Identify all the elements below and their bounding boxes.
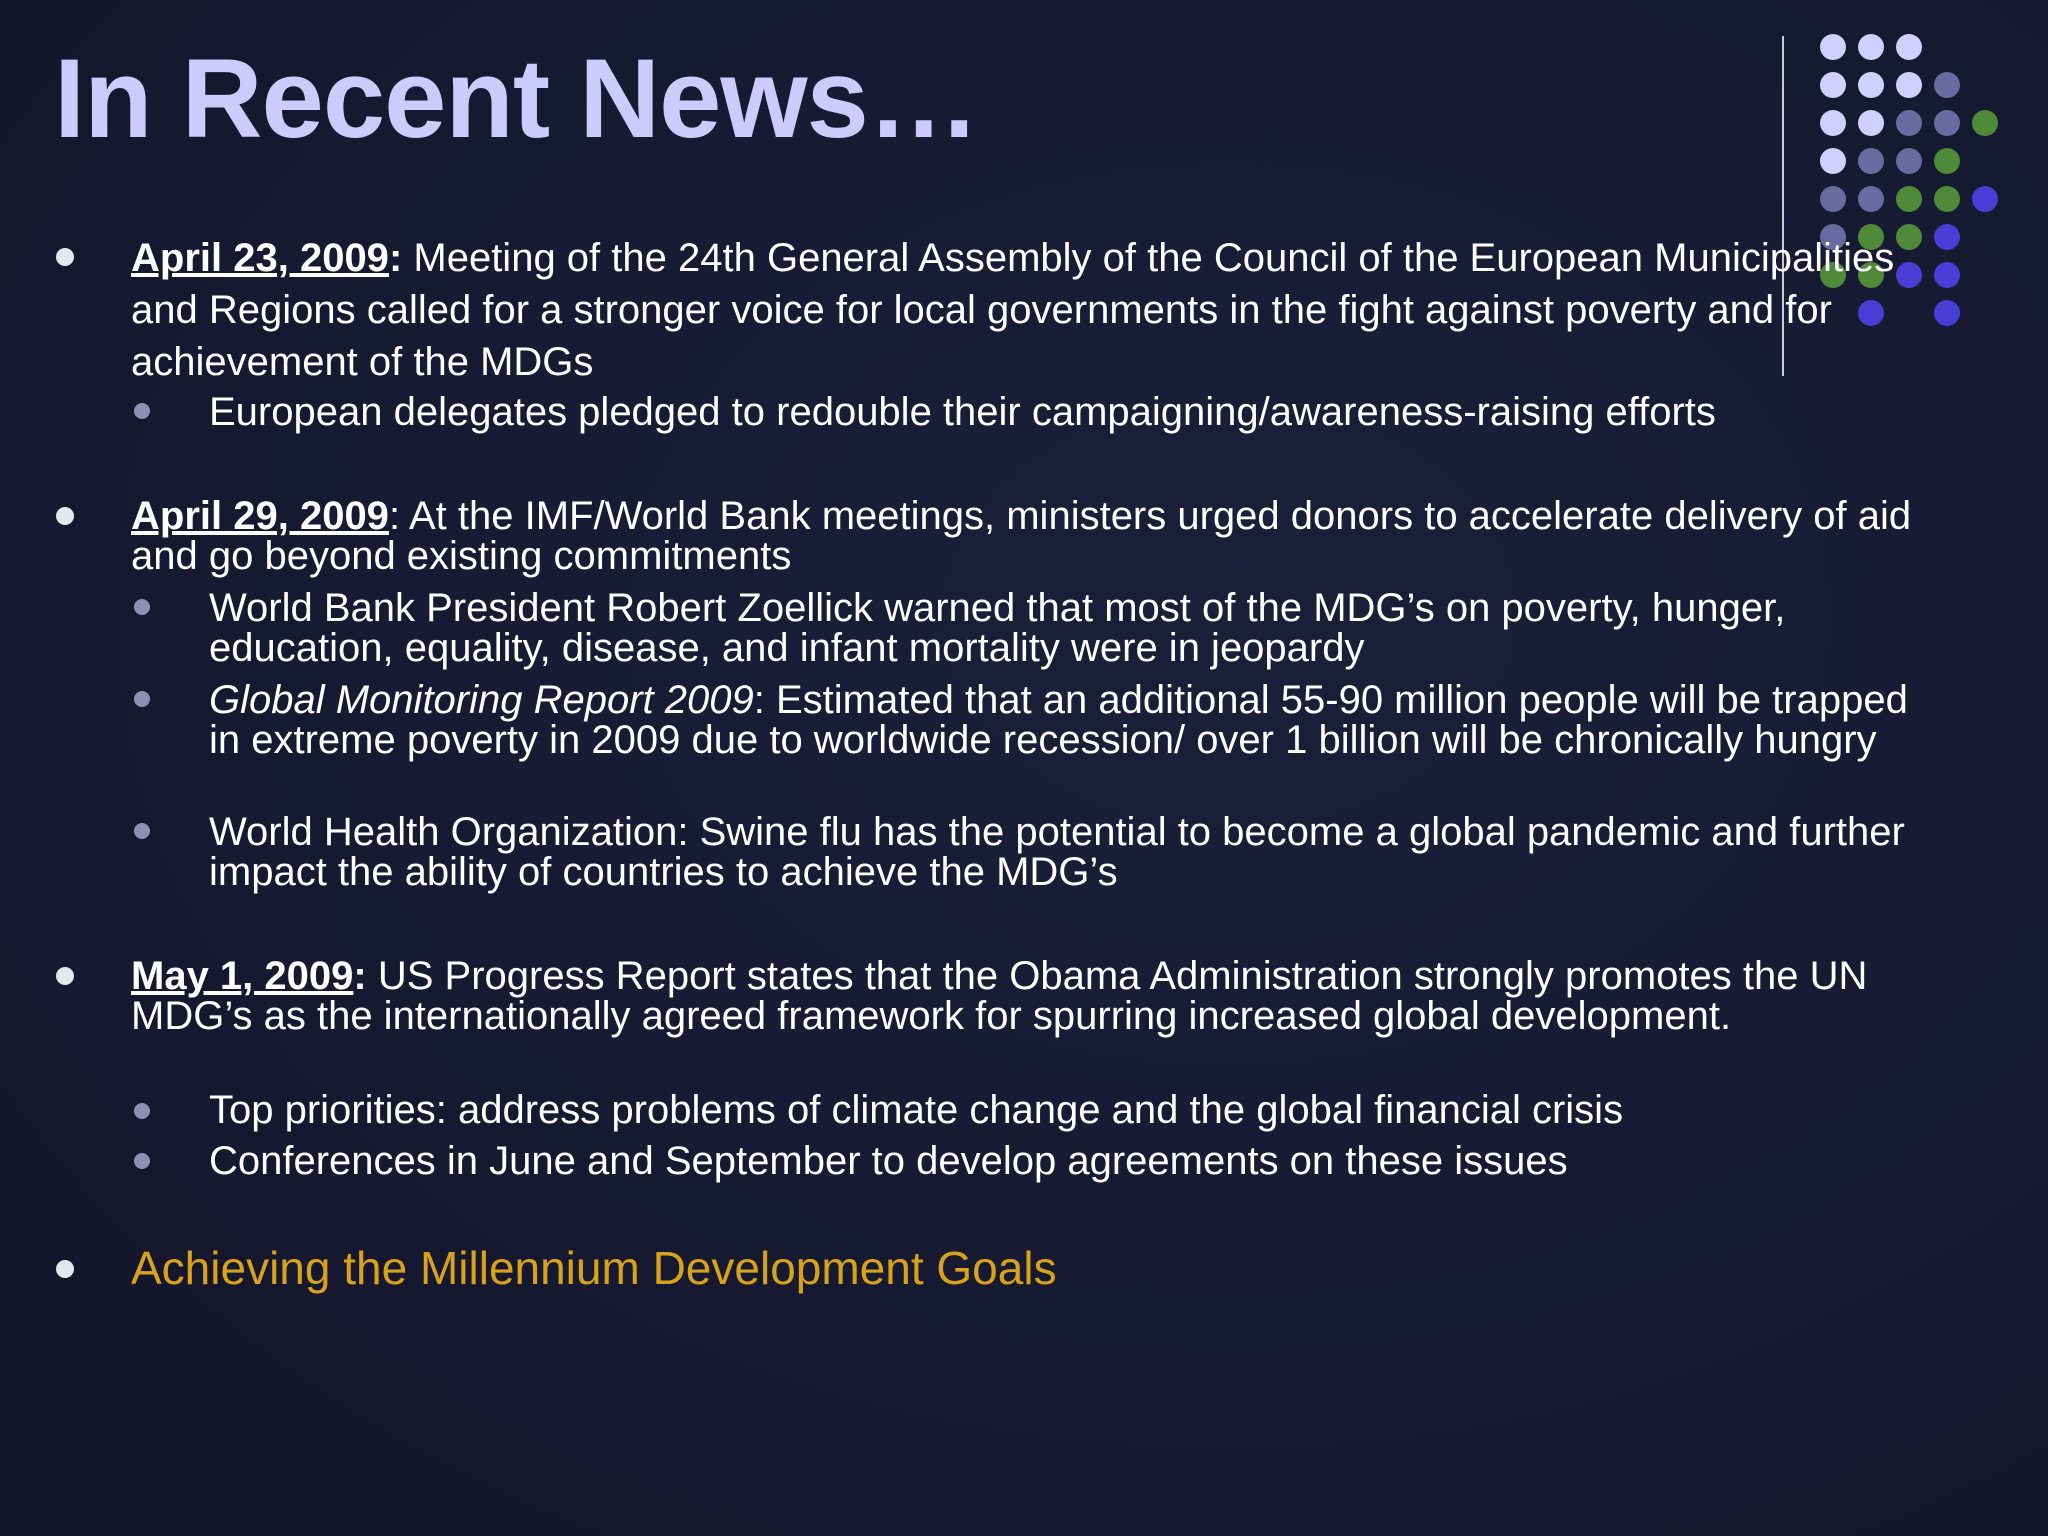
- sub-item-text: Top priorities: address problems of climate change and the global financial crisis: [209, 1088, 1624, 1132]
- decorative-dot: [1972, 186, 1998, 212]
- bullet-dot: [56, 1260, 74, 1278]
- decorative-dot: [1820, 148, 1846, 174]
- decorative-dot: [1934, 148, 1960, 174]
- decorative-dot: [1858, 110, 1884, 136]
- news-description: US Progress Report states that the Obama Administration strongly promotes the UN MDG’s as the internationally agreed framework for spurring increased global development.: [131, 954, 1868, 1038]
- sub-item-text: World Bank President Robert Zoellick warned that most of the MDG’s on poverty, hunger, education, equality, disease, and infant mortality were in jeopardy: [209, 586, 1786, 670]
- sub-bullet-dot: [134, 691, 150, 707]
- news-item-text: [131, 496, 1951, 576]
- report-title: Global Monitoring Report 2009: [209, 678, 754, 722]
- slide-title: In Recent News…: [54, 36, 979, 161]
- date-colon: :: [388, 236, 403, 280]
- decorative-dot: [1820, 110, 1846, 136]
- sub-item-text: European delegates pledged to redouble their campaigning/awareness-raising efforts: [209, 390, 1716, 434]
- sub-bullet-dot: [134, 823, 150, 839]
- decorative-dot: [1972, 110, 1998, 136]
- sub-bullet-dot: [134, 1153, 150, 1169]
- decorative-dot: [1858, 148, 1884, 174]
- sub-bullet-dot: [134, 403, 150, 419]
- sub-bullet-dot: [134, 599, 150, 615]
- decorative-dot: [1896, 34, 1922, 60]
- news-item-text: [131, 956, 1951, 1036]
- sub-item-text: [209, 680, 1949, 760]
- news-description: At the IMF/World Bank meetings, ministers urged donors to accelerate delivery of aid and go beyond existing commitments: [131, 494, 1912, 578]
- sub-bullet-dot: [134, 1103, 150, 1119]
- news-description: Meeting of the 24th General Assembly of the Council of the European Municipalities and Regions called for a stronger voice for local governments in the fight against poverty and for achievement of the MDGs: [131, 236, 1895, 384]
- decorative-dot: [1820, 34, 1846, 60]
- bullet-dot: [56, 248, 74, 266]
- decorative-dot: [1896, 148, 1922, 174]
- decorative-dot: [1896, 186, 1922, 212]
- date-colon: :: [388, 494, 401, 538]
- decorative-dot: [1820, 72, 1846, 98]
- date-colon: :: [353, 954, 367, 998]
- decorative-dot: [1896, 110, 1922, 136]
- decorative-dot: [1934, 186, 1960, 212]
- news-date: April 29, 2009: [131, 494, 389, 538]
- decorative-dot: [1858, 72, 1884, 98]
- decorative-dot: [1934, 72, 1960, 98]
- decorative-dot: [1896, 72, 1922, 98]
- decorative-dot: [1934, 110, 1960, 136]
- news-date: May 1, 2009: [131, 954, 354, 998]
- bullet-dot: [56, 507, 74, 525]
- sub-item-text: Conferences in June and September to develop agreements on these issues: [209, 1139, 1568, 1183]
- bullet-dot: [56, 967, 74, 985]
- sub-item-text: World Health Organization: Swine flu has the potential to become a global pandemic and further impact the ability of countries to achieve the MDG’s: [209, 810, 1905, 894]
- news-date: April 23, 2009: [131, 236, 389, 280]
- news-item-text: [131, 232, 1951, 388]
- decorative-dot: [1858, 34, 1884, 60]
- mdg-link-text-wrap: [131, 1242, 1951, 1297]
- decorative-dot: [1858, 186, 1884, 212]
- report-description: : Estimated that an additional 55-90 million people will be trapped in extreme poverty in 2009 due to worldwide recession/ over 1 billion will be chronically hungry: [209, 678, 1908, 762]
- mdg-link[interactable]: Achieving the Millennium Development Goals: [131, 1242, 1057, 1294]
- decorative-dot: [1820, 186, 1846, 212]
